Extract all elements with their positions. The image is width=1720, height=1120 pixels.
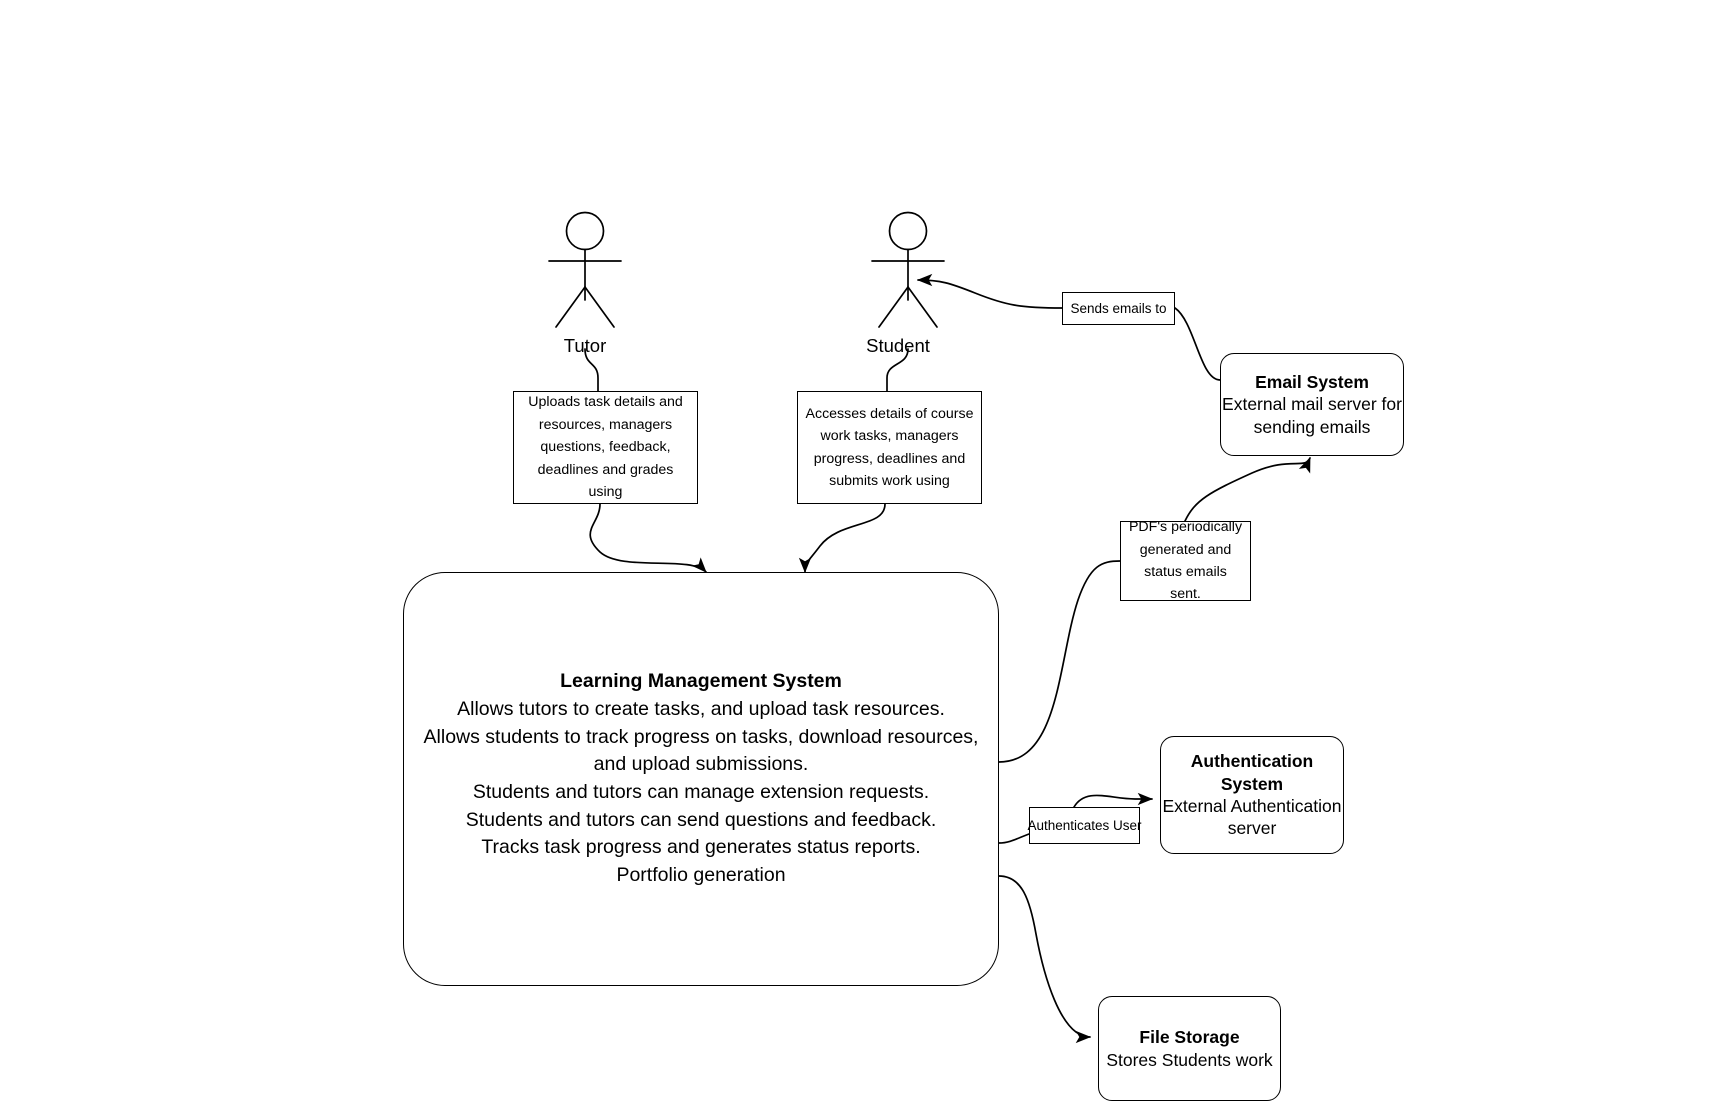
actor-label-tutor: Tutor <box>563 335 607 356</box>
descriptor-text-tutor: Uploads task details and resources, managers questions, feedback, deadlines and grades using <box>528 394 683 501</box>
system-line-2: Allows students to track progress on tasks, download resources, and upload submissions. <box>423 725 979 776</box>
system-box-learning-management-system <box>403 572 999 986</box>
external-system-box-authentication-system <box>1160 736 1344 854</box>
connector-lms-to-authenticates-label <box>999 834 1029 843</box>
connector-lms-to-pdf-descriptor <box>999 561 1120 762</box>
edge-label-sends-emails <box>1062 292 1175 325</box>
system-line-6: Portfolio generation <box>616 864 786 887</box>
system-line-3: Students and tutors can manage extension requests. <box>472 781 930 803</box>
file-storage-subtitle: Stores Students work <box>1106 1049 1273 1070</box>
system-title: Learning Management System <box>560 670 842 693</box>
file-storage-title: File Storage <box>1139 1027 1240 1048</box>
connector-authenticates-label-to-auth-system <box>1074 795 1152 807</box>
email-system-title: Email System <box>1255 371 1369 392</box>
auth-system-subtitle: External Authentication server <box>1162 796 1342 839</box>
edge-label-authenticates-user <box>1029 807 1140 844</box>
external-system-box-email-system <box>1220 353 1404 456</box>
tutor-stick-figure <box>549 213 621 328</box>
edge-label-sends-emails-text: Sends emails to <box>1070 301 1167 316</box>
external-system-box-file-storage <box>1098 996 1281 1101</box>
connector-label-to-student <box>918 280 1062 308</box>
student-stick-figure <box>872 213 944 328</box>
auth-system-title: Authentication System <box>1190 751 1314 794</box>
system-line-4: Students and tutors can send questions and feedback. <box>465 808 937 831</box>
edge-label-authenticates-user-text: Authenticates User <box>1027 818 1142 833</box>
email-system-subtitle: External mail server for sending emails <box>1222 394 1402 437</box>
descriptor-box-tutor <box>513 391 698 504</box>
connector-lms-to-file-storage <box>999 876 1090 1037</box>
system-line-5: Tracks task progress and generates status reports. <box>481 836 921 859</box>
descriptor-text-pdf: PDF's periodically generated and status emails sent. <box>1128 519 1243 603</box>
actor-label-student: Student <box>866 335 930 356</box>
system-line-1: Allows tutors to create tasks, and upload task resources. <box>457 697 945 720</box>
descriptor-box-student <box>797 391 982 504</box>
connector-tutor-to-lms <box>590 504 706 572</box>
connector-student-to-lms <box>805 504 885 572</box>
connector-pdf-descriptor-to-email-system <box>1185 458 1310 521</box>
descriptor-text-student: Accesses details of course work tasks, managers progress, deadlines and submits work using <box>805 405 974 489</box>
connector-email-system-to-label <box>1175 308 1220 380</box>
descriptor-box-pdf <box>1120 521 1251 601</box>
